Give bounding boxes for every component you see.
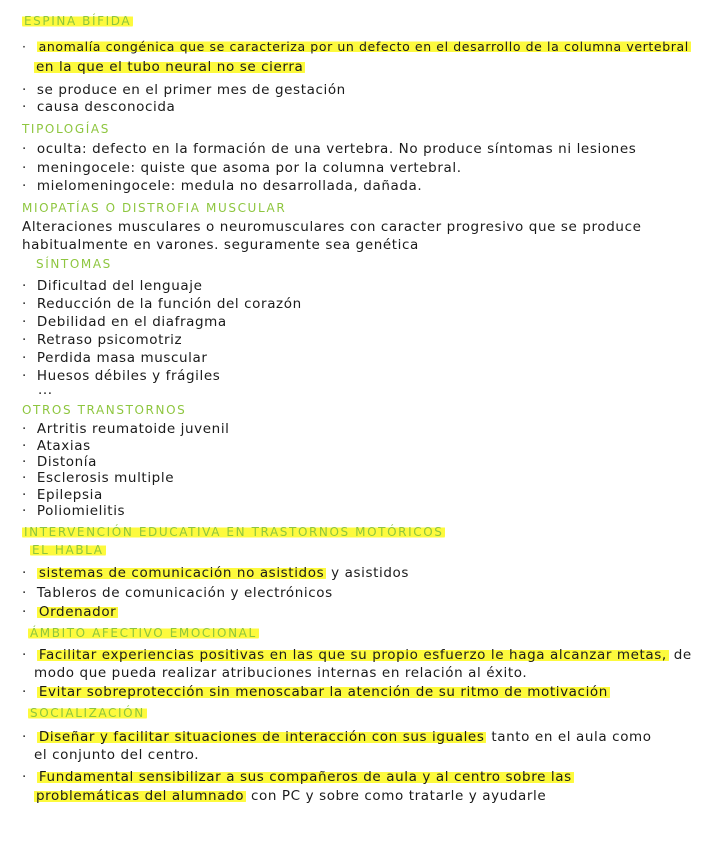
text-line: habitualmente en varones. seguramente sea genética (22, 237, 419, 253)
list-item: · Debilidad en el diafragma (22, 314, 227, 330)
list-item: · Dificultad del lenguaje (22, 278, 203, 294)
list-item: · se produce en el primer mes de gestación (22, 82, 346, 98)
list-item: · Distonía (22, 454, 98, 470)
list-item: · Perdida masa muscular (22, 350, 208, 366)
list-item: · causa desconocida (22, 99, 176, 115)
text-line: en la que el tubo neural no se cierra (36, 59, 304, 75)
list-item: · Ordenador (22, 604, 117, 620)
heading-tipologias: TIPOLOGÍAS (22, 122, 110, 136)
list-item: · Evitar sobreprotección sin menoscabar la atención de su ritmo de motivación (22, 684, 608, 700)
list-item: · Retraso psicomotriz (22, 332, 183, 348)
heading-espina-bifida: ESPINA BÍFIDA (24, 14, 132, 28)
text-line: Alteraciones musculares o neuromusculares con caracter progresivo que se produce (22, 219, 642, 235)
ellipsis: ... (38, 382, 53, 398)
list-item: · Huesos débiles y frágiles (22, 368, 221, 384)
heading-ambito-afectivo: ÁMBITO AFECTIVO EMOCIONAL (30, 626, 257, 640)
heading-socializacion: SOCIALIZACIÓN (30, 706, 145, 720)
list-item: · Ataxias (22, 438, 91, 454)
heading-el-habla: EL HABLA (32, 543, 104, 557)
heading-otros-transtornos: OTROS TRANSTORNOS (22, 403, 187, 417)
text-line: problemáticas del alumnado con PC y sobre como tratarle y ayudarle (36, 788, 547, 804)
text-line: el conjunto del centro. (34, 747, 200, 763)
text-line: modo que pueda realizar atribuciones internas en relación al éxito. (34, 665, 528, 681)
list-item: · Epilepsia (22, 487, 103, 503)
list-item: · Tableros de comunicación y electrónicos (22, 585, 333, 601)
list-item: · sistemas de comunicación no asistidos y asistidos (22, 565, 409, 581)
heading-sintomas: SÍNTOMAS (36, 257, 112, 271)
list-item: · Artritis reumatoide juvenil (22, 421, 230, 437)
list-item: · mielomeningocele: medula no desarrollada, dañada. (22, 178, 423, 194)
list-item: · Esclerosis multiple (22, 470, 175, 486)
list-item: · oculta: defecto en la formación de una vertebra. No produce síntomas ni lesiones (22, 141, 637, 157)
heading-miopatias: MIOPATÍAS O DISTROFIA MUSCULAR (22, 201, 287, 215)
list-item: · meningocele: quiste que asoma por la columna vertebral. (22, 160, 462, 176)
list-item: · anomalía congénica que se caracteriza por un defecto en el desarrollo de la columna vertebral (22, 39, 689, 54)
list-item: · Reducción de la función del corazón (22, 296, 302, 312)
list-item: · Facilitar experiencias positivas en las que su propio esfuerzo le haga alcanzar metas, de (22, 647, 692, 663)
list-item: · Diseñar y facilitar situaciones de interacción con sus iguales tanto en el aula como (22, 729, 652, 745)
list-item: · Poliomielitis (22, 503, 126, 519)
heading-intervencion-educativa: INTERVENCIÓN EDUCATIVA EN TRASTORNOS MOTÓRICOS (24, 525, 444, 539)
list-item: · Fundamental sensibilizar a sus compañeros de aula y al centro sobre las (22, 769, 572, 785)
